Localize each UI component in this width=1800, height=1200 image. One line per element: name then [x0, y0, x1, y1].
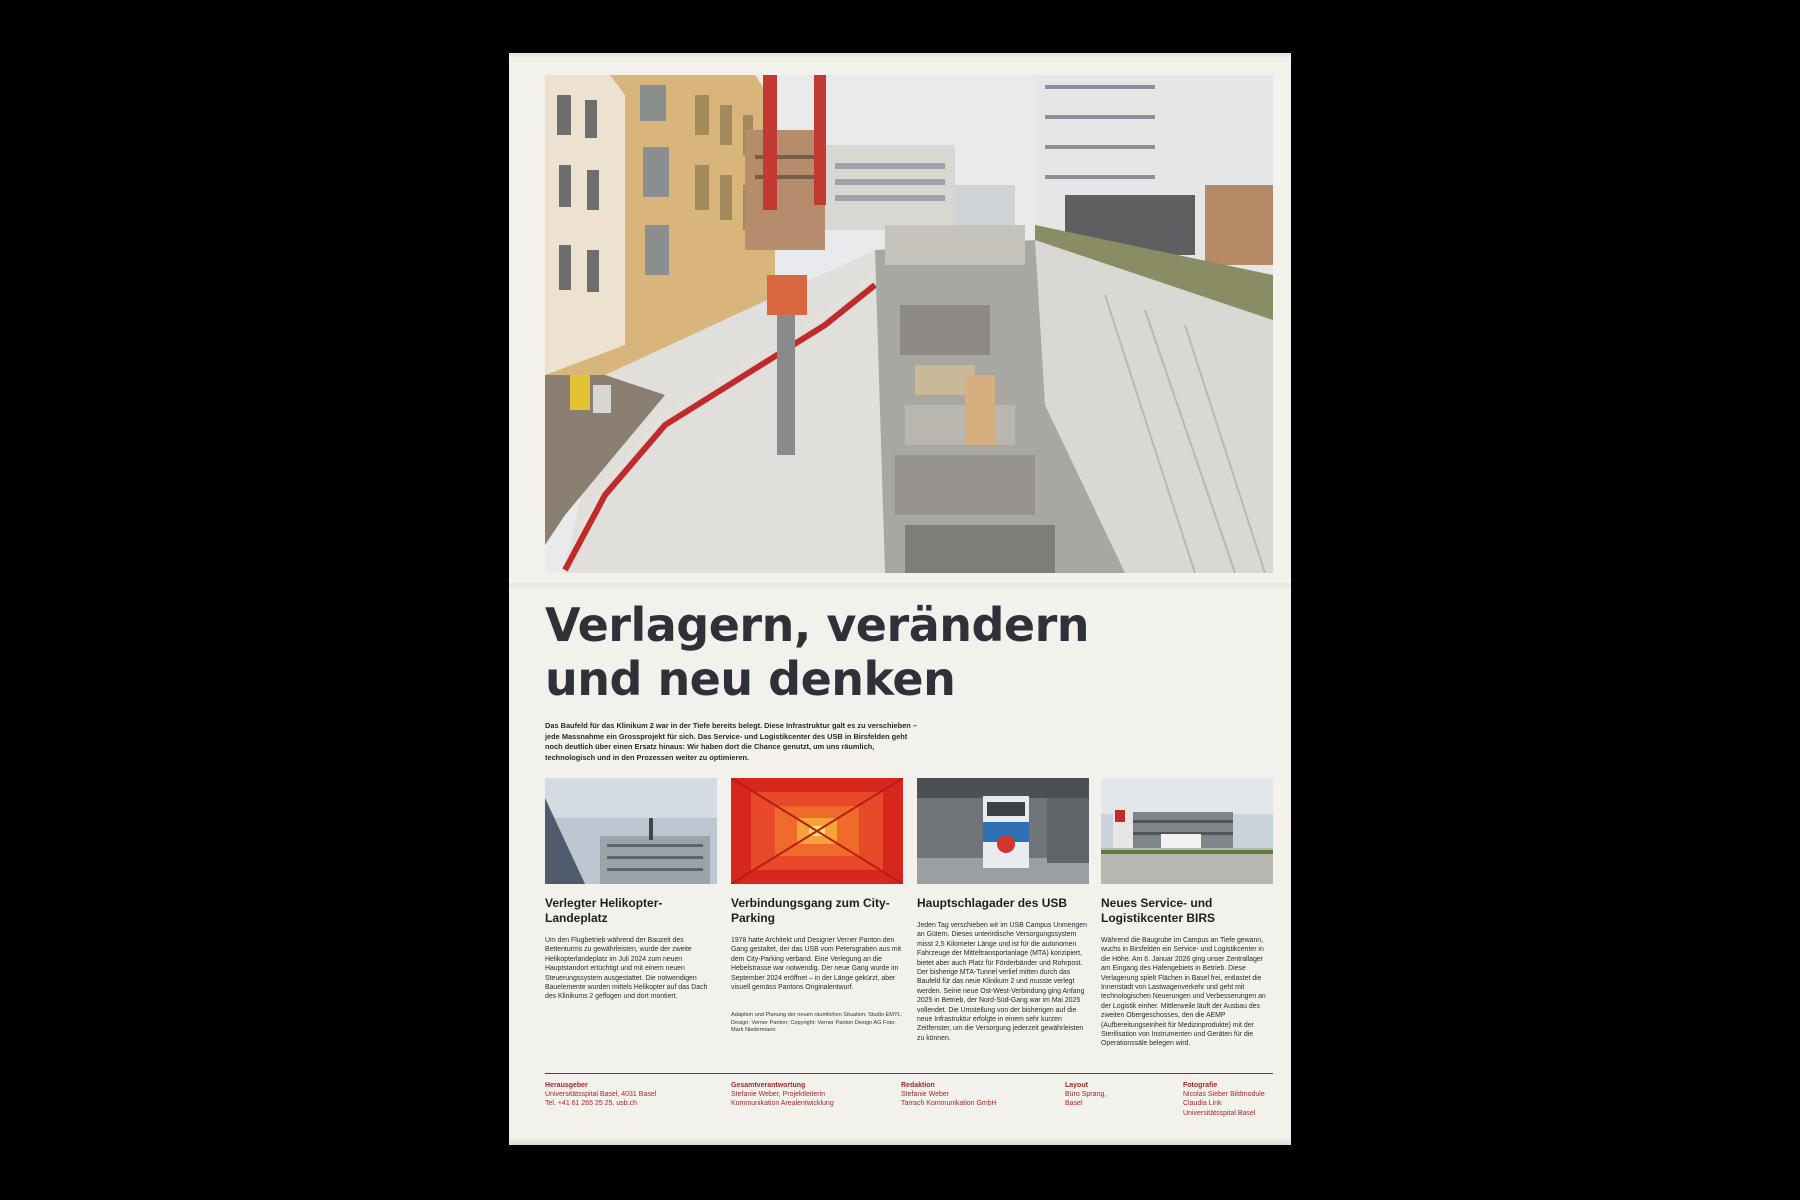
photo-mta-tunnel [917, 778, 1089, 884]
paper-fold-middle [509, 583, 1291, 595]
column-title: Verbindungsgang zum City-Parking [731, 896, 890, 925]
imprint-value: Claudia Link [1183, 1100, 1222, 1108]
hero-photo-construction-pit [545, 75, 1273, 573]
photo-helipad [545, 778, 717, 884]
newspaper-page [509, 53, 1291, 1145]
imprint-label: Fotografie [1183, 1082, 1218, 1089]
column-verbindungsgang [731, 778, 903, 1034]
imprint-value: Nicolas Sieber Bildmodule [1183, 1091, 1265, 1099]
imprint-layout [1065, 1081, 1106, 1109]
photo-credit: Adaption und Planung der neuen räumlichen Situation: Studio EMYL; Design: Verner Panton; Copyright: Verner Panton Design AG Foto: Mark Niedermann [731, 1012, 903, 1033]
column-logistikcenter [1101, 778, 1273, 1049]
imprint-gesamtverantwortung [731, 1081, 834, 1109]
imprint-value: Basel [1065, 1100, 1083, 1108]
column-helikopter [545, 778, 717, 1002]
paper-fold-bottom [509, 1137, 1291, 1145]
column-body: Während die Baugrube im Campus an Tiefe gewann, wuchs in Birsfelden ein Service- und Logistikcenter in die Höhe. Am 6. Januar 2026 ging unser Zentrallager am Eingang des Hafengebiets in Betrieb. Diese Verlagerung spielt Flächen in Basel frei, entlastet die Innenstadt von Lastwagenverkehr und geht mit technologischen Neuerungen und Verbesserungen an der Logistik einher. Mittlerweile läuft der Ausbau des zweiten Obergeschosses, den die AEMP (Aufbereitungseinheit für Medizinprodukte) mit der Sterilisation von Instrumenten und Geräten für die Operationssäle belegen wird. [1101, 937, 1266, 1048]
imprint-fotografie [1183, 1081, 1265, 1118]
imprint-value: Universitätsspital Basel [1183, 1109, 1256, 1117]
column-title: Verlegter Helikopter-Landeplatz [545, 896, 663, 925]
imprint-value: Stefanie Weber, Projektleiterin [731, 1091, 826, 1099]
imprint-value: Tel. +41 61 265 25 25, usb.ch [545, 1100, 638, 1108]
column-body: Um den Flugbetrieb während der Bauzeit des Bettenturms zu gewährleisten, wurde der zweite Helikopterlandeplatz im Juli 2024 zum neuen Hauptstandort ertüchtigt und mit einem neuen Steuerungssystem ausgestattet. Die notwendigen Bauelemente wurden mittels Helikopter auf das Dach des Klinikums 2 geflogen und dort montiert. [545, 937, 708, 1001]
column-hauptschlagader [917, 778, 1089, 1043]
imprint-value: Stefanie Weber [901, 1091, 950, 1099]
imprint-value: Tarrach Kommunikation GmbH [901, 1100, 997, 1108]
imprint-label: Layout [1065, 1082, 1088, 1089]
photo-logistikcenter-birs [1101, 778, 1273, 884]
photo-panton-corridor [731, 778, 903, 884]
imprint-value: Universitätsspital Basel, 4031 Basel [545, 1091, 657, 1099]
imprint-redaktion [901, 1081, 997, 1109]
column-title: Neues Service- und Logistikcenter BIRS [1101, 896, 1216, 925]
column-body: 1978 hatte Architekt und Designer Verner Panton den Gang gestaltet, der das USB vom Petersgraben aus mit dem City-Parking verband. Eine Verlegung an die Hebelstrasse war notwendig. Der neue Gang wurde im September 2024 eröffnet – in der Länge gekürzt, aber visuell gemäss Pantons Originalentwurf. [731, 937, 902, 992]
article-lead: Das Baufeld für das Klinikum 2 war in der Tiefe bereits belegt. Diese Infrastruktur galt es zu verschieben – jede Massnahme ein Grossprojekt für sich. Das Service- und Logistikcenter des USB in Birsfelden geht noch deutlich über einen Ersatz hinaus: Wir haben dort die Chance genutzt, um uns räumlich, technologisch und in den Prozessen weiter zu optimieren. [545, 721, 917, 762]
headline-line-1: Verlagern, verändern [545, 598, 1090, 652]
imprint-label: Herausgeber [545, 1082, 588, 1089]
paper-fold-top [509, 53, 1291, 59]
imprint-divider [545, 1073, 1273, 1074]
imprint-value: Kommunikation Arealentwicklung [731, 1100, 834, 1108]
imprint-label: Redaktion [901, 1082, 935, 1089]
imprint-value: Büro Sprang, [1065, 1091, 1107, 1099]
article-headline [545, 598, 1165, 706]
imprint-herausgeber [545, 1081, 656, 1109]
column-title: Hauptschlagader des USB [917, 896, 1068, 910]
imprint-label: Gesamtverantwortung [731, 1082, 806, 1089]
headline-line-2: und neu denken [545, 652, 956, 706]
column-body: Jeden Tag verschieben wir im USB Campus Unmengen an Gütern. Dieses unterirdische Versorgungssystem misst 2,5 Kilometer Länge und ist für die autonomen Fahrzeuge der Mitteltransportanlage (MTA) konzipiert, bietet aber auch Platz für Förderbänder und Rohrpost. Der bisherige MTA-Tunnel verlief mitten durch das Baufeld für das neue Klinikum 2 und musste verlegt werden. Seine neue Ost-West-Verbindung ging Anfang 2025 in Betrieb, der Nord-Süd-Gang war im Mai 2025 vollendet. Die Umstellung von der bisherigen auf die neue Infrastruktur erfolgte in einem sehr kurzen Zeitfenster, um die Versorgung jederzeit gewährleisten zu können. [917, 922, 1087, 1042]
